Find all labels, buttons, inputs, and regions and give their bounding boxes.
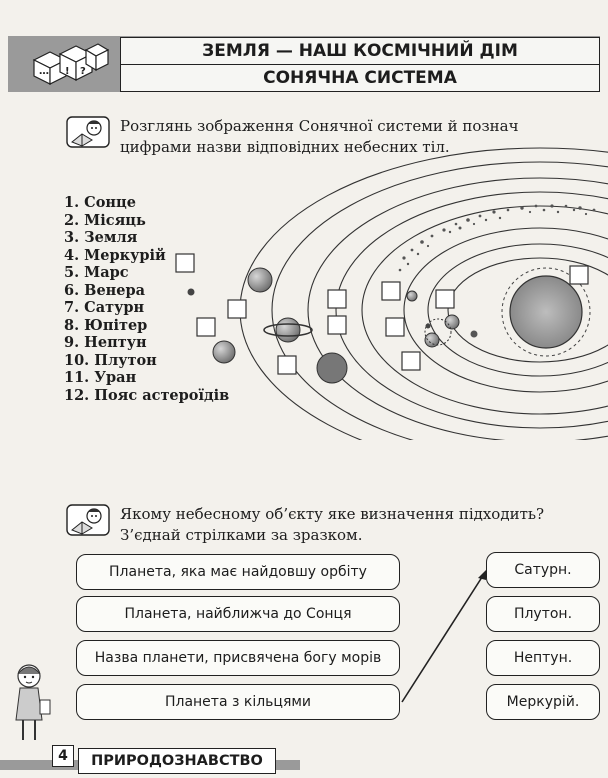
task2-instruction: Якому небесному об’єкту яке визначення підходить? З’єднай стрілками за зразком.	[120, 505, 545, 544]
svg-text:?: ?	[80, 66, 86, 77]
jupiter-planet	[317, 353, 347, 383]
pluto-planet	[188, 289, 195, 296]
girl-illustration	[6, 660, 52, 750]
definition-box: Планета з кільцями	[76, 684, 400, 720]
list-item: 7. Сатурн	[64, 299, 145, 316]
student-reading-icon	[66, 116, 110, 148]
venus-planet	[445, 315, 459, 329]
list-item: 5. Марс	[64, 264, 129, 281]
solar-system-diagram	[160, 140, 608, 440]
answer-box: Нептун.	[486, 640, 600, 676]
list-item: 11. Уран	[64, 369, 137, 386]
definition-box: Планета, найближча до Сонця	[76, 596, 400, 632]
definition-box: Назва планети, присвячена богу морів	[76, 640, 400, 676]
svg-text:…: …	[39, 66, 49, 77]
list-item: 3. Земля	[64, 229, 138, 246]
page-number: 4	[52, 745, 74, 767]
moon	[426, 324, 431, 329]
page-subtitle: СОНЯЧНА СИСТЕМА	[120, 64, 600, 92]
saturn-planet	[264, 318, 312, 342]
page-title: ЗЕМЛЯ — НАШ КОСМІЧНИЙ ДІМ	[120, 37, 600, 65]
list-item: 2. Місяць	[64, 211, 146, 229]
student-reading-icon	[66, 504, 110, 536]
list-item: 10. Плутон	[64, 351, 157, 369]
uranus-planet	[248, 268, 272, 292]
asteroid-belt	[399, 204, 596, 271]
mercury-planet	[471, 331, 478, 338]
list-item: 4. Меркурій	[64, 246, 166, 264]
dice-icon	[30, 40, 110, 88]
list-item: 9. Нептун	[64, 334, 147, 351]
list-item: 8. Юпітер	[64, 316, 148, 334]
answer-box: Меркурій.	[486, 684, 600, 720]
answer-box: Плутон.	[486, 596, 600, 632]
neptune-planet	[213, 341, 235, 363]
answer-box: Сатурн.	[486, 552, 600, 588]
list-item: 1. Сонце	[64, 194, 136, 211]
task1-instruction: Розглянь зображення Сонячної системи й познач цифрами назви відповідних небесних тіл.	[120, 117, 519, 156]
list-item: 12. Пояс астероїдів	[64, 386, 230, 404]
list-item: 6. Венера	[64, 281, 146, 299]
subject-label: ПРИРОДОЗНАВСТВО	[78, 748, 276, 774]
svg-text:!: !	[65, 66, 70, 77]
definition-box: Планета, яка має найдовшу орбіту	[76, 554, 400, 590]
mars-planet	[407, 291, 417, 301]
